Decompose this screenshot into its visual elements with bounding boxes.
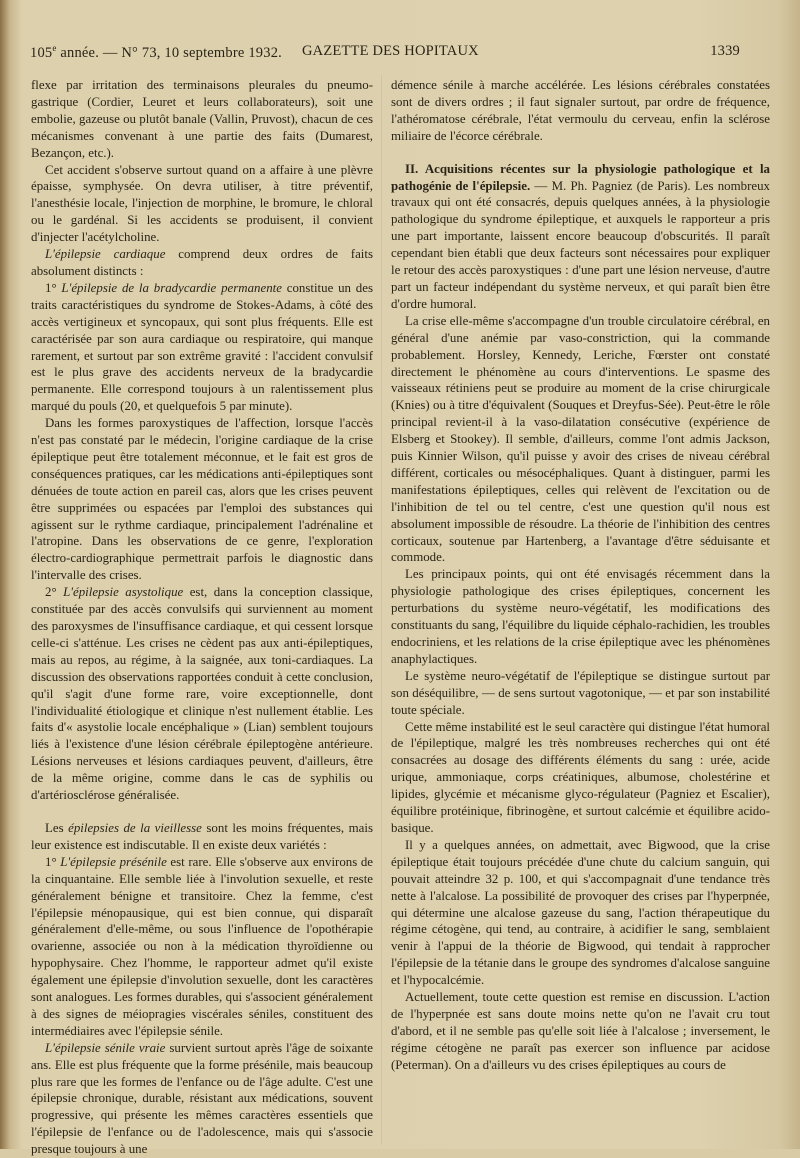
- edition-sup: e: [52, 43, 57, 53]
- term: L'épilepsie asystolique: [63, 585, 184, 600]
- paragraph: Cette même instabilité est le seul caractère qui distingue l'état humoral de l'épileptique, malgré les très nombreuses recherches qui ont été consacrées au dosage des différents éléments du sang : urée, acide urique, ammoniaque, corps créatiniques, albumose, cholestérine et lipides, glycémie et mécanisme glyco-régulateur (Pagniez et Escalier), équilibre protéinique, fibrinogène, et surtout calcémie et équilibre acido-basique.: [391, 719, 770, 835]
- term: épilepsies de la vieillesse: [68, 820, 202, 835]
- page-header: [30, 43, 740, 65]
- section-title: II. Acquisitions récentes sur la physiologie pathologique et la pathogénie de l'épilepsie.: [391, 161, 770, 193]
- list-marker: 1°: [45, 854, 61, 869]
- paragraph: [31, 820, 373, 854]
- column-seam: [381, 75, 382, 1145]
- paragraph: [31, 246, 373, 280]
- text: comprend deux ordres de faits absolument distincts :: [31, 247, 373, 278]
- page-number: 1339: [710, 43, 740, 59]
- paragraph: [31, 280, 373, 415]
- paragraph: [31, 854, 373, 1040]
- paragraph: Le système neuro-végétatif de l'épileptique se distingue surtout par son déséquilibre, — de sens surtout vagotonique, — et par son instabilité toute spéciale.: [391, 668, 770, 717]
- text: sont les moins fréquentes, mais leur existence est indiscutable. Il en existe deux variétés :: [31, 820, 373, 852]
- edition-number: 105: [30, 44, 53, 61]
- term: L'épilepsie de la bradycardie permanente: [61, 280, 282, 295]
- paragraph: [31, 584, 373, 804]
- paragraph: [31, 1040, 373, 1158]
- paragraph: La crise elle-même s'accompagne d'un trouble circulatoire cérébral, en général d'une anémie par vaso-constriction, qui la commande probablement. Horsley, Kennedy, Leriche, Fœrster ont constaté directement le phénomène au cours d'interventions. Le spasme des vaisseaux rétiniens peut se produire au moment de la crise chirurgicale (Knies) ou à titre d'équivalent (Souques et Dreyfus-Sée). Peut-être le rôle principal revient-il à la vaso-dilatation consécutive (expérience de Elsberg et Stookey). Il semble, d'ailleurs, comme l'ont admis Jackson, puis Kinnier Wilson, qu'il puisse y avoir des crises de niveau cérébral différent, corticales ou mésocéphaliques. Quant à distinguer, parmi les manifestations épileptiques, celles qui relèvent de l'excitation ou de l'inhibition de tel ou tel centre, c'est une question qu'il nous est absolument impossible de résoudre. La théorie de l'inhibition des centres corticaux, soutenue par Hartenberg, a l'avantage d'être séduisante et commode.: [391, 313, 770, 565]
- text: est rare. Elle s'observe aux environs de la cinquantaine. Elle semble liée à l'involution sexuelle, et reste généralement bénigne et transitoire. Chez la femme, c'est l'épilepsie ménopausique, qui est bien connue, qui disparaît généralement d'elle-même, ou sous l'influence de l'opothérapie ovarienne, associée ou non à la médication thyroïdienne ou hypophysaire. Chez l'homme, le rapporteur admet qu'il existe également une épilepsie d'involution sexuelle, dont les caractères sont analogues. Les formes durables, qui s'associent généralement à des signes de méiopragies viscérales séniles, constituent des intermédiaires avec l'épilepsie sénile.: [31, 854, 374, 1038]
- journal-title: GAZETTE DES HOPITAUX: [302, 43, 479, 59]
- list-marker: 1°: [45, 280, 62, 295]
- paragraph: flexe par irritation des terminaisons pleurales du pneumo-gastrique (Cordier, Leuret et leurs collaborateurs), soit une embolie, gazeuse ou plutôt banale (Vallin, Pruvost), chacun de ces mécanismes convenant à une partie des faits (Dumarest, Bezançon, etc.).: [31, 78, 373, 160]
- text: est, dans la conception classique, constituée par des accès convulsifs qui surviennent au moment des paroxysmes de l'insuffisance cardiaque, et qui cessent lorsque celle-ci s'atténue. Les crises ne cèdent pas aux anti-épileptiques, mais au repos, au régime, à la saignée, aux toni-cardiaques. La discussion des observations rapportées conduit à cette conclusion, qu'il s'agit d'une forme rare, voire exceptionnelle, dont l'individualité étiologique et clinique n'est nullement établie. Les faits d'« asystolie locale encéphalique » (Lian) semblent toujours liés à l'existence d'une lésion cérébrale épileptogène antérieure. Lésions nerveuses et lésions cardiaques peuvent, d'ailleurs, être de la même origine, comme dans le cas de syphilis ou d'artériosclérose généralisée.: [31, 585, 374, 803]
- list-marker: 2°: [45, 585, 64, 600]
- paragraph: Les principaux points, qui ont été envisagés récemment dans la physiologie pathologique des crises épileptiques, concernent les perturbations du système neuro-végétatif, les modifications des constituants du sang, l'équilibre du liquide céphalo-rachidien, les troubles endocriniens, et les relations de la crise épileptique avec les phénomènes anaphylactiques.: [391, 567, 770, 666]
- left-column: [31, 77, 373, 1158]
- spacer: [391, 145, 770, 161]
- text: — M. Ph. Pagniez (de Paris). Les nombreux travaux qui ont été consacrés, depuis quelques années, à la physiologie pathologique du syndrome épileptique, et auxquels le rapporteur a pris une part importante, laissent encore beaucoup d'obscurités. Il paraît cependant bien établi que deux facteurs sont nécessaires pour expliquer le retour des accès paroxystiques : d'une part une lésion nerveuse, d'autre part un facteur indépendant du système nerveux, et qui paraît bien être d'ordre humoral.: [391, 178, 770, 311]
- paragraph: Dans les formes paroxystiques de l'affection, lorsque l'accès n'est pas constaté par le médecin, l'origine cardiaque de la crise épileptique peut être totalement méconnue, et le fait est gros de conséquences pratiques, car les médications anti-épileptiques sont dénuées de toute action en pareil cas, alors que les crises peuvent être supprimées ou espacées par l'emploi des substances qui agissent sur le rythme cardiaque, principalement l'adrénaline et l'atropine. Dans les observations de ce genre, l'exploration électro-cardiographique permettrait parfois le diagnostic dans l'intervalle des crises.: [31, 416, 373, 583]
- text: Les: [45, 820, 69, 835]
- term: L'épilepsie présénile: [60, 854, 167, 869]
- right-column: [391, 77, 770, 1074]
- spacer: [31, 804, 373, 820]
- issue-info: [30, 43, 282, 62]
- term: L'épilepsie sénile vraie: [45, 1040, 166, 1055]
- paragraph: Actuellement, toute cette question est remise en discussion. L'action de l'hyperpnée est sans doute moins nette qu'on ne l'avait cru tout d'abord, et il ne semble pas qu'elle soit liée à l'alcalose ; inversement, le régime cétogène ne paraît pas exercer son influence par acidose (Peterman). On a d'ailleurs vu des crises épileptiques au cours de: [391, 990, 770, 1072]
- text: survient surtout après l'âge de soixante ans. Elle est plus fréquente que la forme présénile, mais beaucoup plus rare que les formes de l'enfance ou de l'âge adulte. C'est une épilepsie chronique, durable, résistant aux médications, souvent progressive, qui présente les mêmes caractères essentiels que l'épilepsie de l'enfance ou de l'adolescence, mais qui s'associe presque toujours à une: [31, 1040, 373, 1157]
- section-heading: [391, 161, 770, 313]
- paragraph: démence sénile à marche accélérée. Les lésions cérébrales constatées sont de divers ordres ; il faut signaler surtout, par ordre de fréquence, l'athéromatose cérébrale, l'état vermoulu du cerveau, enfin la sclérose miliaire de l'écorce cérébrale.: [391, 78, 770, 143]
- term: L'épilepsie cardiaque: [45, 247, 166, 262]
- paragraph: Cet accident s'observe surtout quand on a affaire à une plèvre épaisse, symphysée. On devra utiliser, à titre préventif, l'anesthésie locale, l'injection de morphine, le bromure, le chloral ou le gardénal. Si les accidents se produisent, il convient d'injecter l'acétylcholine.: [31, 162, 373, 245]
- text: constitue un des traits caractéristiques du syndrome de Stokes-Adams, à côté des accès vertigineux et syncopaux, qui sont plus fréquents. Elle est caractérisée par son aura cardiaque ou respiratoire, qui manque rarement, et surtout par son extrême gravité : l'accident convulsif est le plus grave des accidents nerveux de la bradycardie permanente. Elle correspond toujours à un ralentissement plus marqué du pouls (20, et quelquefois 5 par minute).: [31, 280, 373, 414]
- issue-date: année. — N° 73, 10 septembre 1932.: [56, 44, 282, 61]
- paragraph: Il y a quelques années, on admettait, avec Bigwood, que la crise épileptique était toujours précédée d'une chute du calcium sanguin, qui pouvait atteindre 32 p. 100, et qui s'accompagnait d'une tendance très nette à l'alcalose. La possibilité de provoquer des crises par l'hyperpnée, qui détermine une alcalose gazeuse du sang, l'action thérapeutique du régime cétogène, qui tend, au contraire, à acidifier le sang, semblaient venir à l'appui de la théorie de Bigwood, qui tendait à rapprocher l'épilepsie de la tétanie dans le groupe des syndromes d'alcalose sanguine et l'hypocalcémie.: [391, 837, 770, 988]
